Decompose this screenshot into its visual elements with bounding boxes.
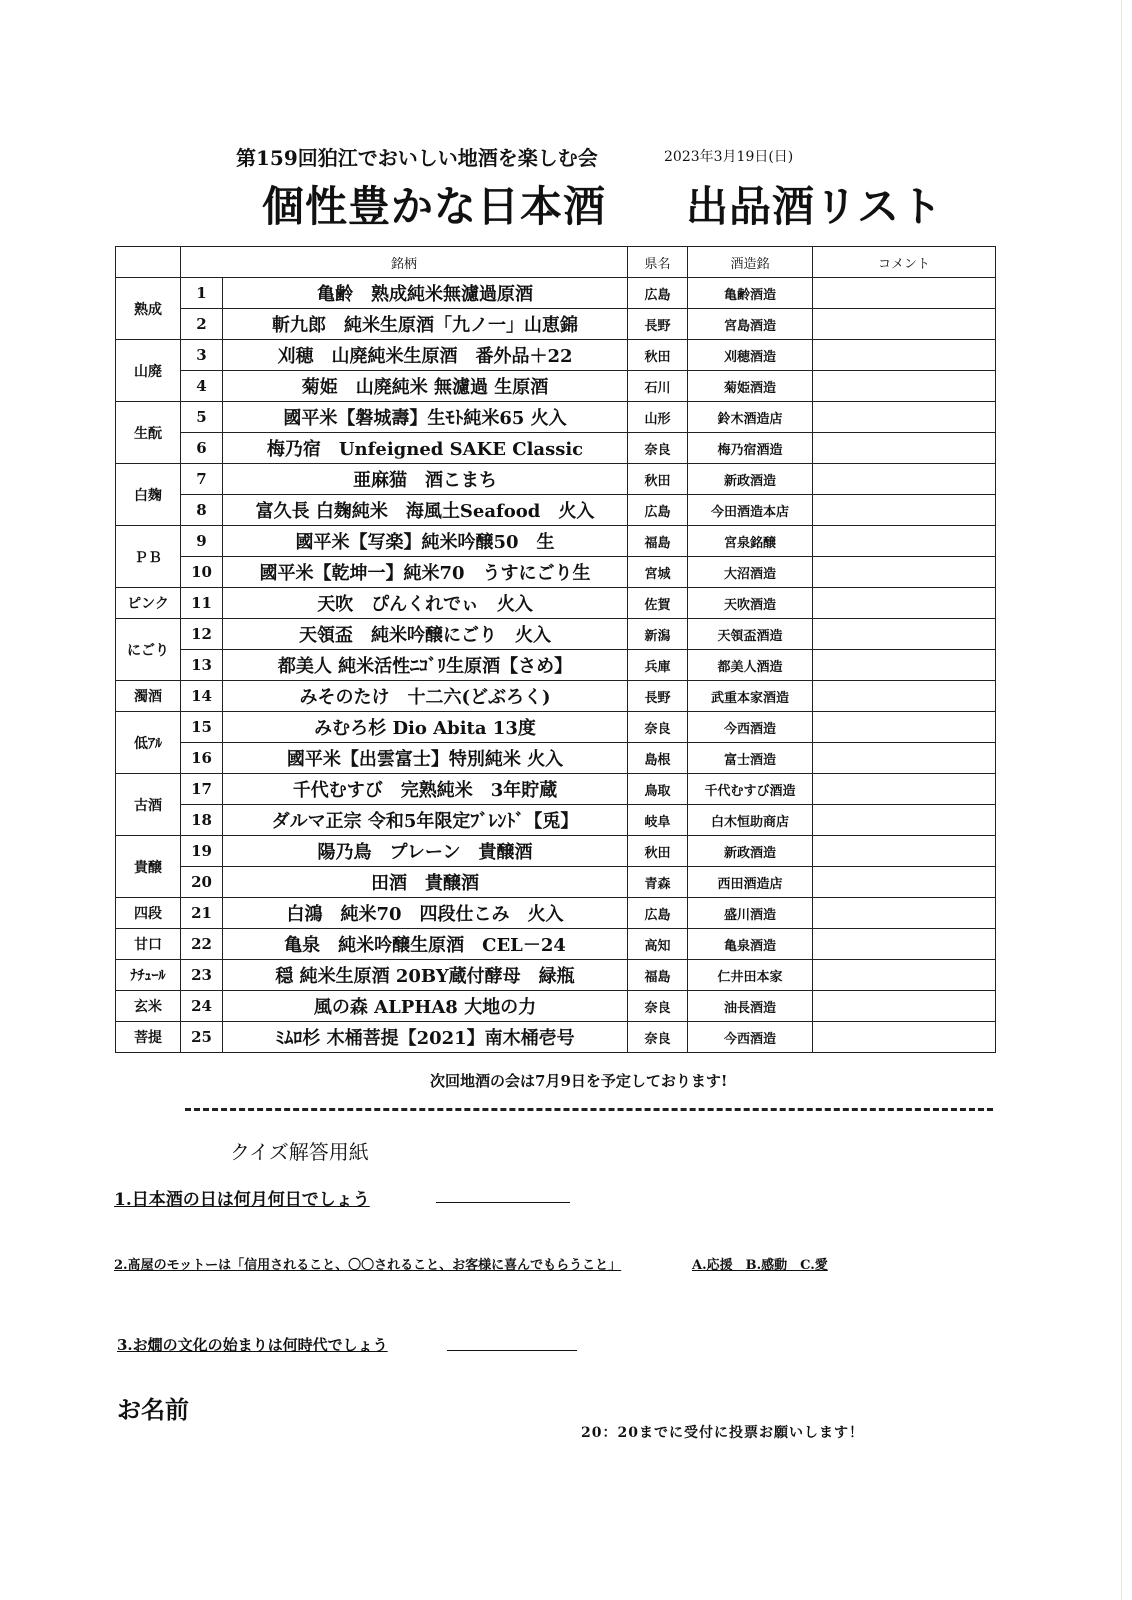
brewery-cell: 千代むすび酒造 bbox=[688, 774, 813, 805]
table-row bbox=[116, 340, 996, 371]
brand-name-cell: 斬九郎 純米生原酒「九ノ一」山恵錦 bbox=[223, 309, 628, 340]
event-title: 第159回狛江でおいしい地酒を楽しむ会 bbox=[236, 146, 598, 170]
table-row bbox=[116, 557, 996, 588]
name-label: お名前 bbox=[117, 1395, 189, 1424]
category-cell: 白麹 bbox=[116, 464, 181, 526]
prefecture-cell: 長野 bbox=[628, 309, 688, 340]
category-cell: 甘口 bbox=[116, 929, 181, 960]
table-row bbox=[116, 371, 996, 402]
brand-name-cell: みそのたけ 十二六(どぶろく) bbox=[223, 681, 628, 712]
table-row bbox=[116, 588, 996, 619]
category-cell: ﾅﾁｭｰﾙ bbox=[116, 960, 181, 991]
header-comment: コメント bbox=[813, 247, 996, 278]
brand-name-cell: 刈穂 山廃純米生原酒 番外品＋22 bbox=[223, 340, 628, 371]
brand-name-cell: ダルマ正宗 令和5年限定ﾌﾞﾚﾝﾄﾞ【兎】 bbox=[223, 805, 628, 836]
brand-name-cell: 千代むすび 完熟純米 3年貯蔵 bbox=[223, 774, 628, 805]
brand-name-cell: 都美人 純米活性ﾆｺﾞﾘ生原酒【さめ】 bbox=[223, 650, 628, 681]
table-row bbox=[116, 278, 996, 309]
category-cell: ピンク bbox=[116, 588, 181, 619]
brand-name-cell: 富久長 白麹純米 海風土Seafood 火入 bbox=[223, 495, 628, 526]
comment-cell[interactable] bbox=[813, 867, 996, 898]
prefecture-cell: 長野 bbox=[628, 681, 688, 712]
category-cell: 四段 bbox=[116, 898, 181, 929]
table-row bbox=[116, 650, 996, 681]
category-cell: 生酛 bbox=[116, 402, 181, 464]
brewery-cell: 今西酒造 bbox=[688, 712, 813, 743]
item-number-cell: 16 bbox=[181, 743, 223, 774]
prefecture-cell: 秋田 bbox=[628, 836, 688, 867]
cut-line-divider bbox=[185, 1108, 993, 1111]
prefecture-cell: 新潟 bbox=[628, 619, 688, 650]
prefecture-cell: 秋田 bbox=[628, 340, 688, 371]
prefecture-cell: 山形 bbox=[628, 402, 688, 433]
brewery-cell: 刈穂酒造 bbox=[688, 340, 813, 371]
comment-cell[interactable] bbox=[813, 960, 996, 991]
category-cell: ＰＢ bbox=[116, 526, 181, 588]
table-row bbox=[116, 929, 996, 960]
brewery-cell: 今田酒造本店 bbox=[688, 495, 813, 526]
next-event-notice: 次回地酒の会は7月9日を予定しております! bbox=[430, 1072, 728, 1090]
item-number-cell: 6 bbox=[181, 433, 223, 464]
header-category bbox=[116, 247, 181, 278]
comment-cell[interactable] bbox=[813, 278, 996, 309]
comment-cell[interactable] bbox=[813, 1022, 996, 1053]
prefecture-cell: 奈良 bbox=[628, 991, 688, 1022]
brewery-cell: 都美人酒造 bbox=[688, 650, 813, 681]
item-number-cell: 2 bbox=[181, 309, 223, 340]
table-header-row bbox=[116, 247, 996, 278]
brewery-cell: 亀泉酒造 bbox=[688, 929, 813, 960]
prefecture-cell: 広島 bbox=[628, 278, 688, 309]
table-row bbox=[116, 433, 996, 464]
category-cell: 低ｱﾙ bbox=[116, 712, 181, 774]
comment-cell[interactable] bbox=[813, 464, 996, 495]
category-cell: にごり bbox=[116, 619, 181, 681]
quiz-question-3: 3.お燗の文化の始まりは何時代でしょう bbox=[117, 1336, 388, 1354]
comment-cell[interactable] bbox=[813, 681, 996, 712]
brewery-cell: 天領盃酒造 bbox=[688, 619, 813, 650]
comment-cell[interactable] bbox=[813, 929, 996, 960]
brand-name-cell: 梅乃宿 Unfeigned SAKE Classic bbox=[223, 433, 628, 464]
table-row bbox=[116, 495, 996, 526]
item-number-cell: 8 bbox=[181, 495, 223, 526]
comment-cell[interactable] bbox=[813, 836, 996, 867]
quiz-question-2: 2.髙屋のモットーは「信用されること、〇〇されること、お客様に喜んでもらうこと」 bbox=[114, 1258, 622, 1273]
item-number-cell: 3 bbox=[181, 340, 223, 371]
prefecture-cell: 奈良 bbox=[628, 712, 688, 743]
answer-line-1[interactable] bbox=[436, 1202, 570, 1203]
event-date: 2023年3月19日(日) bbox=[664, 149, 794, 165]
brewery-cell: 新政酒造 bbox=[688, 836, 813, 867]
comment-cell[interactable] bbox=[813, 371, 996, 402]
comment-cell[interactable] bbox=[813, 805, 996, 836]
prefecture-cell: 青森 bbox=[628, 867, 688, 898]
prefecture-cell: 石川 bbox=[628, 371, 688, 402]
answer-line-3[interactable] bbox=[447, 1350, 577, 1351]
category-cell: 濁酒 bbox=[116, 681, 181, 712]
table-row bbox=[116, 898, 996, 929]
brewery-cell: 白木恒助商店 bbox=[688, 805, 813, 836]
prefecture-cell: 福島 bbox=[628, 526, 688, 557]
brewery-cell: 宮島酒造 bbox=[688, 309, 813, 340]
prefecture-cell: 広島 bbox=[628, 495, 688, 526]
quiz-title: クイズ解答用紙 bbox=[230, 1140, 369, 1164]
comment-cell[interactable] bbox=[813, 309, 996, 340]
brewery-cell: 菊姫酒造 bbox=[688, 371, 813, 402]
main-title: 個性豊かな日本酒 bbox=[262, 182, 607, 231]
brand-name-cell: 國平米【出雲富士】特別純米 火入 bbox=[223, 743, 628, 774]
prefecture-cell: 宮城 bbox=[628, 557, 688, 588]
prefecture-cell: 広島 bbox=[628, 898, 688, 929]
table-row bbox=[116, 526, 996, 557]
item-number-cell: 5 bbox=[181, 402, 223, 433]
brewery-cell: 油長酒造 bbox=[688, 991, 813, 1022]
brewery-cell: 鈴木酒造店 bbox=[688, 402, 813, 433]
table-row bbox=[116, 402, 996, 433]
table-row bbox=[116, 681, 996, 712]
category-cell: 貴醸 bbox=[116, 836, 181, 898]
brand-name-cell: ﾐﾑﾛ杉 木桶菩提【2021】南木桶壱号 bbox=[223, 1022, 628, 1053]
prefecture-cell: 奈良 bbox=[628, 1022, 688, 1053]
brand-name-cell: 白鴻 純米70 四段仕こみ 火入 bbox=[223, 898, 628, 929]
table-row bbox=[116, 805, 996, 836]
item-number-cell: 22 bbox=[181, 929, 223, 960]
table-row bbox=[116, 836, 996, 867]
quiz-question-2-choices[interactable]: A.応援 B.感動 C.愛 bbox=[692, 1258, 828, 1273]
brewery-cell: 仁井田本家 bbox=[688, 960, 813, 991]
category-cell: 古酒 bbox=[116, 774, 181, 836]
item-number-cell: 7 bbox=[181, 464, 223, 495]
prefecture-cell: 佐賀 bbox=[628, 588, 688, 619]
brand-name-cell: 天吹 ぴんくれでぃ 火入 bbox=[223, 588, 628, 619]
comment-cell[interactable] bbox=[813, 991, 996, 1022]
category-cell: 熟成 bbox=[116, 278, 181, 340]
table-row bbox=[116, 309, 996, 340]
brand-name-cell: 國平米【磐城壽】生ﾓﾄ純米65 火入 bbox=[223, 402, 628, 433]
prefecture-cell: 島根 bbox=[628, 743, 688, 774]
header-prefecture: 県名 bbox=[628, 247, 688, 278]
prefecture-cell: 鳥取 bbox=[628, 774, 688, 805]
brand-name-cell: 國平米【写楽】純米吟醸50 生 bbox=[223, 526, 628, 557]
brand-name-cell: 亀泉 純米吟醸生原酒 CEL－24 bbox=[223, 929, 628, 960]
page-edge bbox=[1121, 0, 1122, 1600]
comment-cell[interactable] bbox=[813, 743, 996, 774]
item-number-cell: 18 bbox=[181, 805, 223, 836]
prefecture-cell: 高知 bbox=[628, 929, 688, 960]
comment-cell[interactable] bbox=[813, 712, 996, 743]
comment-cell[interactable] bbox=[813, 588, 996, 619]
item-number-cell: 11 bbox=[181, 588, 223, 619]
item-number-cell: 4 bbox=[181, 371, 223, 402]
comment-cell[interactable] bbox=[813, 402, 996, 433]
table-row bbox=[116, 867, 996, 898]
prefecture-cell: 岐阜 bbox=[628, 805, 688, 836]
brewery-cell: 天吹酒造 bbox=[688, 588, 813, 619]
table-row bbox=[116, 619, 996, 650]
comment-cell[interactable] bbox=[813, 650, 996, 681]
brand-name-cell: みむろ杉 Dio Abita 13度 bbox=[223, 712, 628, 743]
comment-cell[interactable] bbox=[813, 433, 996, 464]
brewery-cell: 盛川酒造 bbox=[688, 898, 813, 929]
brewery-cell: 武重本家酒造 bbox=[688, 681, 813, 712]
quiz-question-1: 1.日本酒の日は何月何日でしょう bbox=[114, 1190, 370, 1210]
comment-cell[interactable] bbox=[813, 495, 996, 526]
item-number-cell: 10 bbox=[181, 557, 223, 588]
comment-cell[interactable] bbox=[813, 619, 996, 650]
brewery-cell: 亀齢酒造 bbox=[688, 278, 813, 309]
comment-cell[interactable] bbox=[813, 774, 996, 805]
comment-cell[interactable] bbox=[813, 557, 996, 588]
prefecture-cell: 奈良 bbox=[628, 433, 688, 464]
item-number-cell: 1 bbox=[181, 278, 223, 309]
prefecture-cell: 兵庫 bbox=[628, 650, 688, 681]
item-number-cell: 21 bbox=[181, 898, 223, 929]
table-row bbox=[116, 743, 996, 774]
table-row bbox=[116, 960, 996, 991]
table-row bbox=[116, 1022, 996, 1053]
sake-list-table bbox=[115, 246, 996, 1053]
comment-cell[interactable] bbox=[813, 526, 996, 557]
brand-name-cell: 國平米【乾坤一】純米70 うすにごり生 bbox=[223, 557, 628, 588]
item-number-cell: 17 bbox=[181, 774, 223, 805]
item-number-cell: 15 bbox=[181, 712, 223, 743]
brewery-cell: 富士酒造 bbox=[688, 743, 813, 774]
prefecture-cell: 秋田 bbox=[628, 464, 688, 495]
comment-cell[interactable] bbox=[813, 340, 996, 371]
brewery-cell: 宮泉銘醸 bbox=[688, 526, 813, 557]
item-number-cell: 23 bbox=[181, 960, 223, 991]
table-row bbox=[116, 464, 996, 495]
item-number-cell: 25 bbox=[181, 1022, 223, 1053]
table-row bbox=[116, 712, 996, 743]
item-number-cell: 24 bbox=[181, 991, 223, 1022]
brewery-cell: 今西酒造 bbox=[688, 1022, 813, 1053]
item-number-cell: 13 bbox=[181, 650, 223, 681]
item-number-cell: 19 bbox=[181, 836, 223, 867]
comment-cell[interactable] bbox=[813, 898, 996, 929]
brand-name-cell: 菊姫 山廃純米 無濾過 生原酒 bbox=[223, 371, 628, 402]
item-number-cell: 14 bbox=[181, 681, 223, 712]
category-cell: 玄米 bbox=[116, 991, 181, 1022]
brand-name-cell: 陽乃鳥 プレーン 貴醸酒 bbox=[223, 836, 628, 867]
item-number-cell: 9 bbox=[181, 526, 223, 557]
brewery-cell: 西田酒造店 bbox=[688, 867, 813, 898]
brand-name-cell: 風の森 ALPHA8 大地の力 bbox=[223, 991, 628, 1022]
category-cell: 山廃 bbox=[116, 340, 181, 402]
brewery-cell: 大沼酒造 bbox=[688, 557, 813, 588]
table-row bbox=[116, 774, 996, 805]
brand-name-cell: 亀齢 熟成純米無濾過原酒 bbox=[223, 278, 628, 309]
vote-deadline-note: 20：20までに受付に投票お願いします！ bbox=[581, 1425, 864, 1441]
header-brand: 銘柄 bbox=[181, 247, 628, 278]
item-number-cell: 20 bbox=[181, 867, 223, 898]
brand-name-cell: 穏 純米生原酒 20BY蔵付酵母 緑瓶 bbox=[223, 960, 628, 991]
category-cell: 菩提 bbox=[116, 1022, 181, 1053]
brand-name-cell: 亜麻猫 酒こまち bbox=[223, 464, 628, 495]
brand-name-cell: 天領盃 純米吟醸にごり 火入 bbox=[223, 619, 628, 650]
brand-name-cell: 田酒 貴醸酒 bbox=[223, 867, 628, 898]
header-brewery: 酒造銘 bbox=[688, 247, 813, 278]
sake-list-body bbox=[116, 278, 996, 1053]
prefecture-cell: 福島 bbox=[628, 960, 688, 991]
brewery-cell: 梅乃宿酒造 bbox=[688, 433, 813, 464]
item-number-cell: 12 bbox=[181, 619, 223, 650]
table-row bbox=[116, 991, 996, 1022]
brewery-cell: 新政酒造 bbox=[688, 464, 813, 495]
list-title: 出品酒リスト bbox=[686, 182, 944, 231]
